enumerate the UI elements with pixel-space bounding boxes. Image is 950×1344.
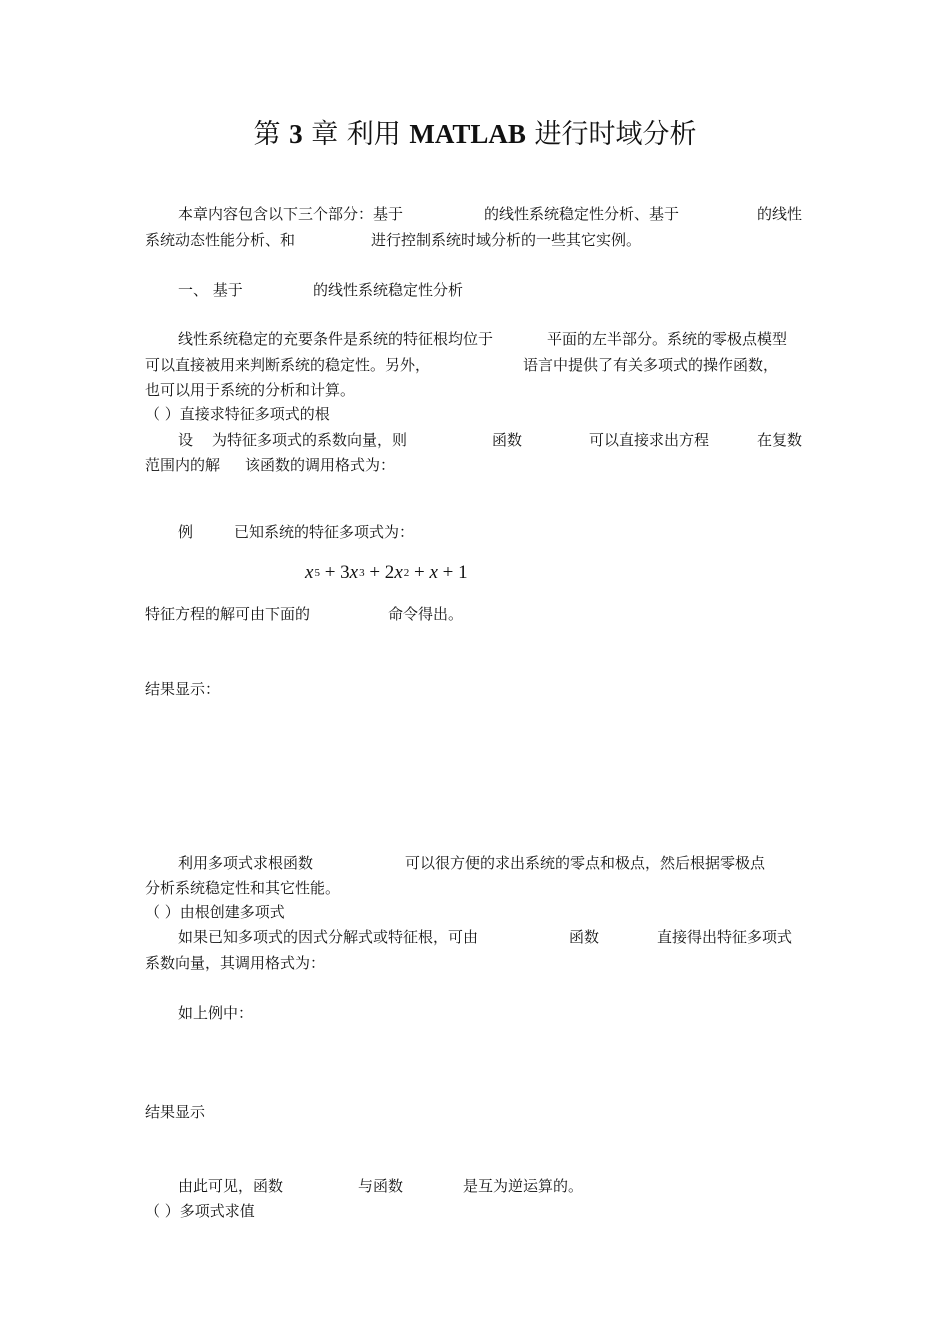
- eq-op1: + 3: [319, 562, 350, 583]
- sub2-result-label: 结果显示: [145, 1103, 206, 1121]
- conclusion-b: 与函数: [358, 1177, 404, 1195]
- sub2-line1-c: 直接得出特征多项式: [657, 928, 793, 946]
- example-label: 例: [178, 523, 194, 541]
- para1-line2-a: 可以直接被用来判断系统的稳定性。另外，: [145, 356, 431, 374]
- sub2-line1-b: 函数: [569, 928, 600, 946]
- sub1-label: （ ）直接求特征多项式的根: [145, 405, 330, 423]
- eq-term2-var: x: [349, 562, 359, 583]
- example-text: 已知系统的特征多项式为：: [234, 523, 415, 541]
- title-prefix: 第: [253, 119, 290, 150]
- para2-line1-b: 可以很方便的求出系统的零点和极点，然后根据零极点: [405, 854, 766, 872]
- title-brand: MATLAB: [409, 119, 526, 149]
- conclusion-c: 是互为逆运算的。: [463, 1177, 584, 1195]
- title-suffix: 进行时域分析: [525, 119, 697, 150]
- eq-term4-var: x: [429, 562, 438, 583]
- characteristic-polynomial-equation: [305, 562, 468, 584]
- example-after-b: 命令得出。: [388, 605, 464, 623]
- para2-line2: 分析系统稳定性和其它性能。: [145, 879, 341, 897]
- section1-heading-b: 的线性系统稳定性分析: [313, 281, 464, 299]
- sub1-line1-c: 函数: [492, 431, 523, 449]
- title-middle: 章 利用: [302, 119, 410, 150]
- para2-line1-a: 利用多项式求根函数: [178, 854, 314, 872]
- sub1-line2-a: 范围内的解: [145, 456, 221, 474]
- conclusion-a: 由此可见，函数: [178, 1177, 284, 1195]
- intro-line2-b: 进行控制系统时域分析的一些其它实例。: [371, 231, 642, 249]
- eq-term3-var: x: [394, 562, 403, 583]
- sub1-line1-a: 设: [178, 431, 194, 449]
- intro-line1-a: 本章内容包含以下三个部分：基于: [178, 205, 404, 223]
- eq-term1-var: x: [305, 562, 314, 583]
- title-chapter-number: 3: [289, 119, 303, 149]
- sub1-line1-b: 为特征多项式的系数向量，则: [212, 431, 408, 449]
- sub3-label: （ ）多项式求值: [145, 1202, 255, 1220]
- eq-op2: + 2: [364, 562, 395, 583]
- chapter-title: [0, 112, 950, 151]
- eq-op4: + 1: [437, 562, 468, 583]
- para1-line1-a: 线性系统稳定的充要条件是系统的特征根均位于: [178, 330, 494, 348]
- para1-line2-b: 语言中提供了有关多项式的操作函数，: [523, 356, 779, 374]
- sub2-line1-a: 如果已知多项式的因式分解式或特征根，可由: [178, 928, 479, 946]
- section1-heading-a: 一、 基于: [178, 281, 243, 299]
- intro-line1-b: 的线性系统稳定性分析、基于: [484, 205, 680, 223]
- sub2-example: 如上例中：: [178, 1004, 254, 1022]
- intro-line1-c: 的线性: [757, 205, 803, 223]
- eq-op3: +: [409, 562, 430, 583]
- example-after-a: 特征方程的解可由下面的: [145, 605, 311, 623]
- intro-line2-a: 系统动态性能分析、和: [145, 231, 296, 249]
- sub1-line2-b: 该函数的调用格式为：: [245, 456, 396, 474]
- sub1-line1-d: 可以直接求出方程: [589, 431, 710, 449]
- sub1-line1-e: 在复数: [757, 431, 803, 449]
- eq-term2-exp: 3: [359, 567, 365, 579]
- para1-line1-b: 平面的左半部分。系统的零极点模型: [547, 330, 788, 348]
- sub2-line2: 系数向量，其调用格式为：: [145, 954, 326, 972]
- para1-line3: 也可以用于系统的分析和计算。: [145, 381, 356, 399]
- sub2-label: （ ）由根创建多项式: [145, 903, 285, 921]
- example-result-label: 结果显示：: [145, 680, 221, 698]
- eq-term3-exp: 2: [403, 567, 410, 579]
- eq-term1-exp: 5: [314, 567, 320, 579]
